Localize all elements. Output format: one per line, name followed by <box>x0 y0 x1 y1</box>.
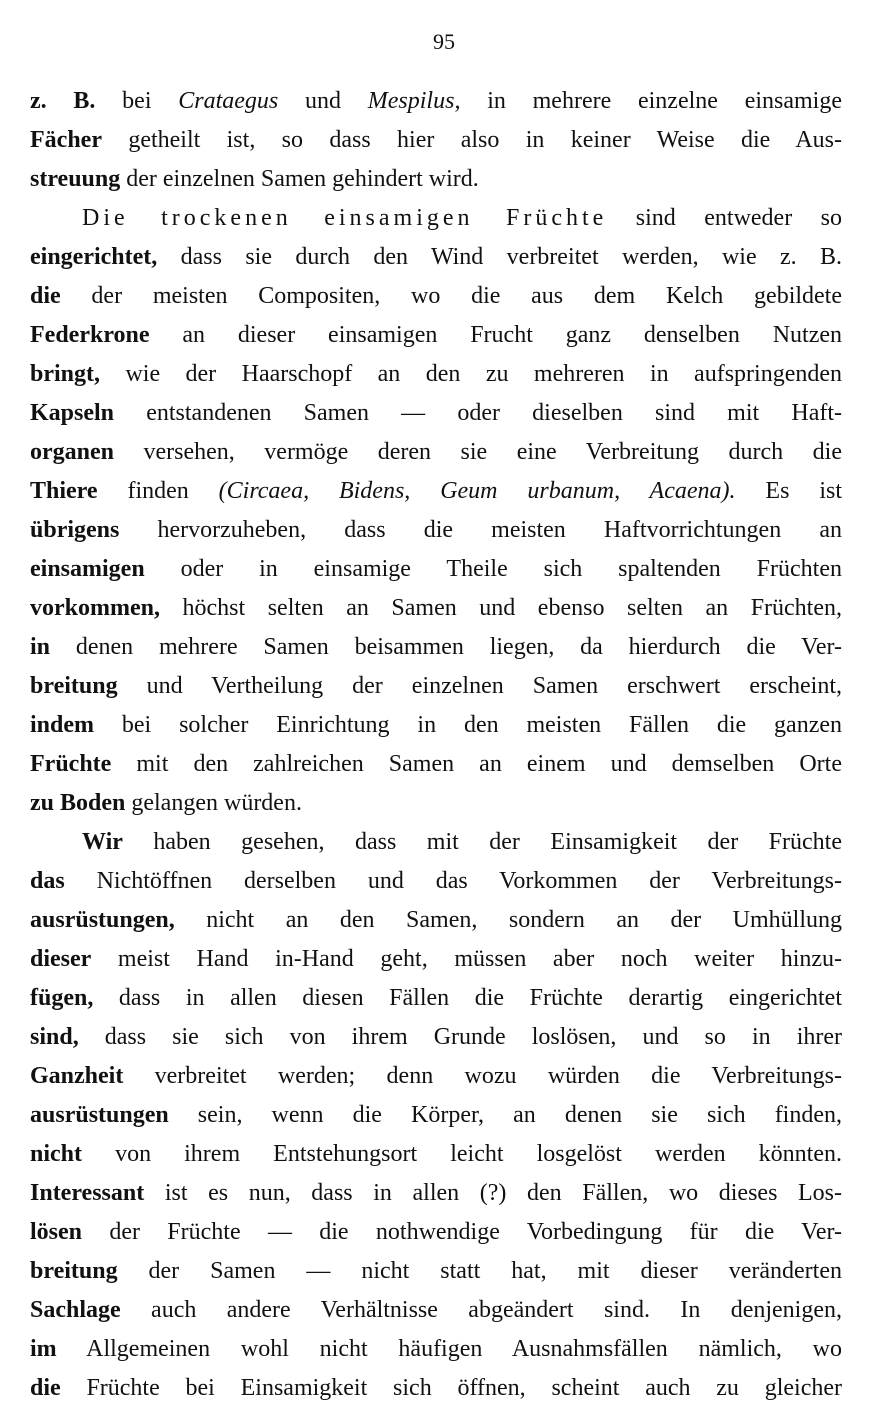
text-line: breitung der Samen — nicht statt hat, mit dieser veränderten <box>30 1258 842 1284</box>
text-line: eingerichtet, dass sie durch den Wind verbreitet werden, wie z. B. <box>30 244 842 270</box>
text-line: die der meisten Compositen, wo die aus dem Kelch gebildete <box>30 283 842 309</box>
text-line: nicht von ihrem Entstehungsort leicht losgelöst werden könnten. <box>30 1141 842 1167</box>
taxon-name: Mespilus, <box>367 88 461 114</box>
text-line: Thiere finden (Circaea, Bidens, Geum urbanum, Acaena). Es ist <box>30 478 842 504</box>
text-line: Wir haben gesehen, dass mit der Einsamigkeit der Früchte <box>82 829 842 855</box>
text-line: zu Boden gelangen würden. <box>30 790 302 816</box>
text-line: Die trockenen einsamigen Früchte sind entweder so <box>82 205 842 231</box>
text-line: Interessant ist es nun, dass in allen (?) den Fällen, wo dieses Los- <box>30 1180 842 1206</box>
text-line: Federkrone an dieser einsamigen Frucht ganz denselben Nutzen <box>30 322 842 348</box>
text-line: Ganzheit verbreitet werden; denn wozu würden die Verbreitungs- <box>30 1063 842 1089</box>
text-line: Kapseln entstandenen Samen — oder dieselben sind mit Haft- <box>30 400 842 426</box>
text-line: lösen der Früchte — die nothwendige Vorbedingung für die Ver- <box>30 1219 842 1245</box>
text-line: breitung und Vertheilung der einzelnen Samen erschwert erscheint, <box>30 673 842 699</box>
text-line: im Allgemeinen wohl nicht häufigen Ausnahmsfällen nämlich, wo <box>30 1336 842 1362</box>
text-line: die Früchte bei Einsamigkeit sich öffnen, scheint auch zu gleicher <box>30 1375 842 1401</box>
taxon-name: Crataegus <box>178 88 279 114</box>
text-line: ausrüstungen sein, wenn die Körper, an denen sie sich finden, <box>30 1102 842 1128</box>
text-line: Früchte mit den zahlreichen Samen an einem und demselben Orte <box>30 751 842 777</box>
text-line: streuung der einzelnen Samen gehindert wird. <box>30 166 479 192</box>
body-text <box>30 82 842 1408</box>
spaced-emphasis: Die trockenen einsamigen Früchte <box>82 205 608 231</box>
text-line: in denen mehrere Samen beisammen liegen, da hierdurch die Ver- <box>30 634 842 660</box>
text-line: dieser meist Hand in-Hand geht, müssen aber noch weiter hinzu- <box>30 946 842 972</box>
text-line: organen versehen, vermöge deren sie eine Verbreitung durch die <box>30 439 842 465</box>
page-number: 95 <box>433 29 455 54</box>
text-line: vorkommen, höchst selten an Samen und ebenso selten an Früchten, <box>30 595 842 621</box>
text-line: einsamigen oder in einsamige Theile sich spaltenden Früchten <box>30 556 842 582</box>
text-line: fügen, dass in allen diesen Fällen die Früchte derartig eingerichtet <box>30 985 842 1011</box>
text-line: indem bei solcher Einrichtung in den meisten Fällen die ganzen <box>30 712 842 738</box>
text-line: übrigens hervorzuheben, dass die meisten Haftvorrichtungen an <box>30 517 842 543</box>
text-line: Sachlage auch andere Verhältnisse abgeändert sind. In denjenigen, <box>30 1297 842 1323</box>
text-line: ausrüstungen, nicht an den Samen, sondern an der Umhüllung <box>30 907 842 933</box>
text-line: das Nichtöffnen derselben und das Vorkommen der Verbreitungs- <box>30 868 842 894</box>
text-line: bringt, wie der Haarschopf an den zu mehreren in aufspringenden <box>30 361 842 387</box>
text-line: Fächer getheilt ist, so dass hier also in keiner Weise die Aus- <box>30 127 842 153</box>
taxon-list: (Circaea, Bidens, Geum urbanum, Acaena). <box>218 478 736 504</box>
text-line: sind, dass sie sich von ihrem Grunde loslösen, und so in ihrer <box>30 1024 842 1050</box>
text-line: z. B. bei Crataegus und Mespilus, in mehrere einzelne einsamige <box>30 88 842 114</box>
